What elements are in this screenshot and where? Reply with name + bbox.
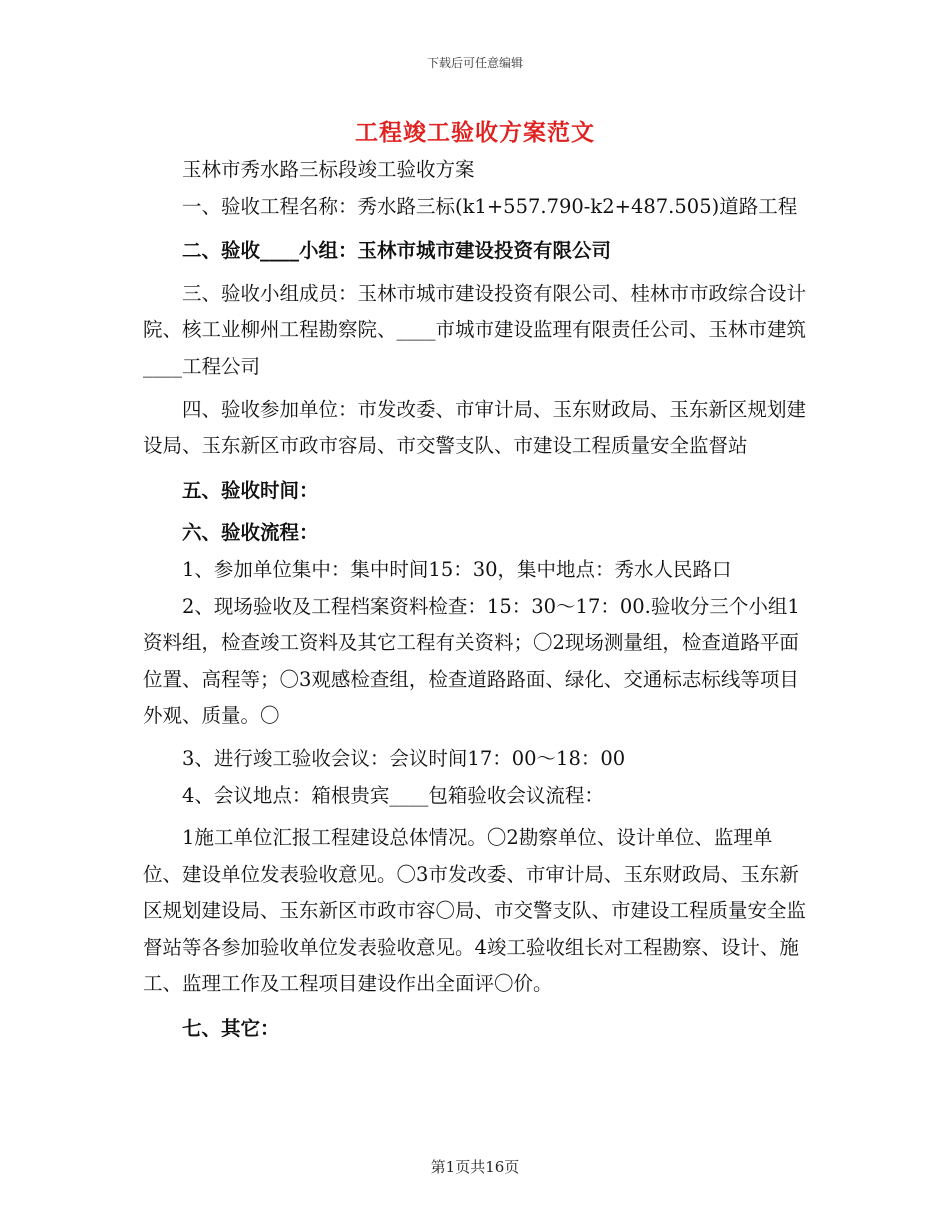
document-title: 工程竣工验收方案范文: [355, 119, 595, 146]
paragraph-acceptance-process: 六、验收流程：: [182, 521, 319, 545]
page-number: 第1页共16页: [430, 1158, 520, 1176]
paragraph-scheme-name: 玉林市秀水路三标段竣工验收方案: [182, 158, 475, 181]
paragraph-step-3: 3、进行竣工验收会议：会议时间17：00～18：00: [182, 746, 626, 770]
paragraph-others: 七、其它：: [182, 1017, 280, 1041]
paragraph-group-members: 三、验收小组成员：玉林市城市建设投资有限公司、桂林市市政综合设计院、核工业柳州工程勘察院、____市城市建设监理有限责任公司、玉林市建筑____工程公司: [143, 281, 807, 378]
paragraph-step-4: 4、会议地点：箱根贵宾____包箱验收会议流程：: [182, 783, 604, 807]
paragraph-step-1: 1、参加单位集中：集中时间15：30，集中地点：秀水人民路口: [182, 557, 732, 581]
paragraph-acceptance-time: 五、验收时间：: [182, 478, 319, 502]
paragraph-project-name: 一、验收工程名称：秀水路三标(k1+557.790-k2+487.505)道路工程: [182, 194, 798, 218]
paragraph-meeting-process: 1施工单位汇报工程建设总体情况。〇2勘察单位、设计单位、监理单位、建设单位发表验收意见。〇3市发改委、市审计局、玉东财政局、玉东新区规划建设局、玉东新区市政市容〇局、市交警支队、市建设工程质量安全监督站等各参加验收单位发表验收意见。4竣工验收组长对工程勘察、设计、施工、监理工作及工程项目建设作出全面评〇价。: [143, 826, 807, 996]
document-body: [143, 152, 808, 1048]
paragraph-step-2: 2、现场验收及工程档案资料检查：15：30～17：00.验收分三个小组1资料组，检查竣工资料及其它工程有关资料；〇2现场测量组，检查道路平面位置、高程等；〇3观感检查组，检查道路路面、绿化、交通标志标线等项目外观、质量。〇: [143, 594, 800, 728]
paragraph-acceptance-group: 二、验收____小组：玉林市城市建设投资有限公司: [182, 239, 612, 263]
page-header-note: 下载后可任意编辑: [426, 56, 523, 70]
paragraph-participating-units: 四、验收参加单位：市发改委、市审计局、玉东财政局、玉东新区规划建设局、玉东新区市政市容局、市交警支队、市建设工程质量安全监督站: [143, 397, 807, 458]
